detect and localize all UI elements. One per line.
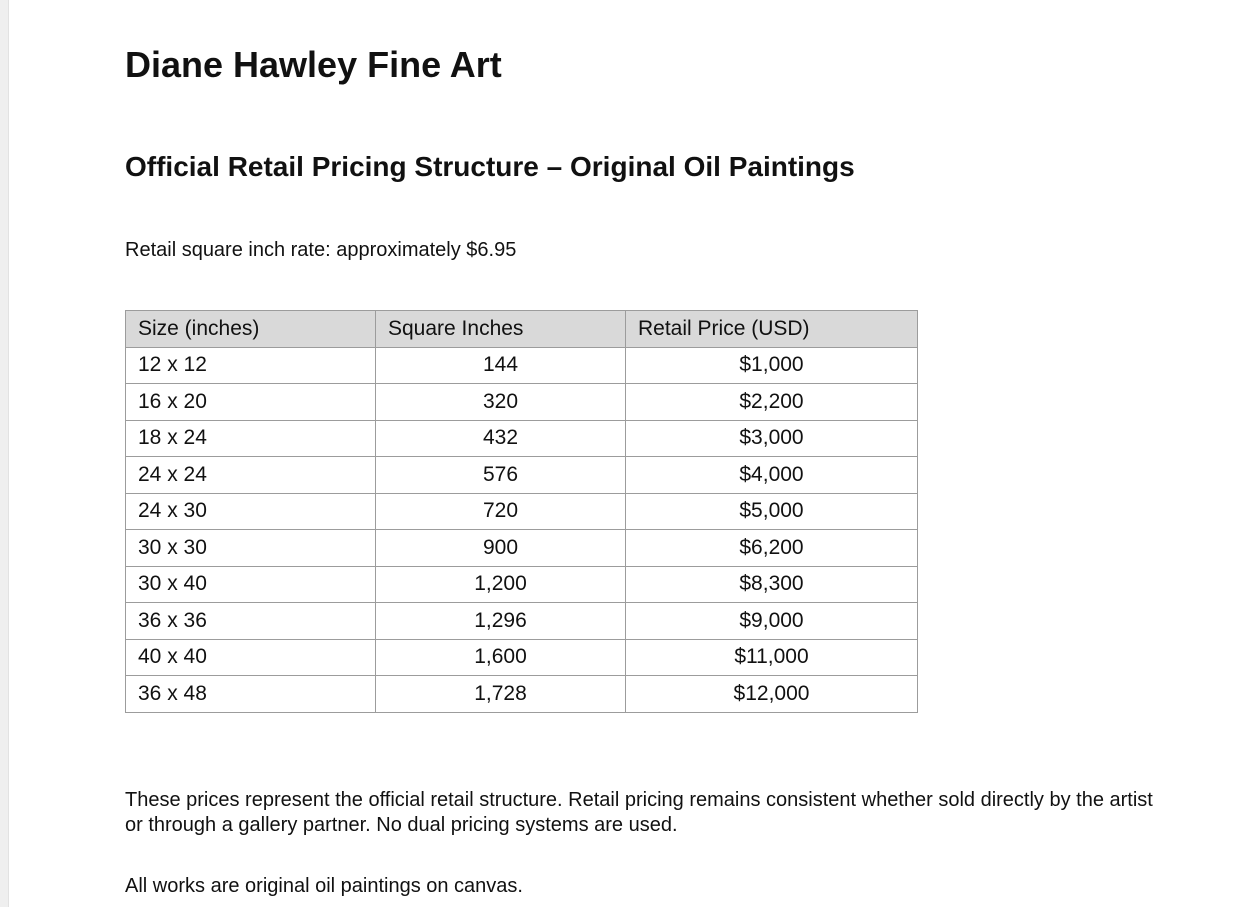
- document-subtitle: Official Retail Pricing Structure – Original Oil Paintings: [125, 151, 855, 182]
- cell-size: 18 x 24: [126, 420, 376, 457]
- cell-retail-price: $2,200: [626, 384, 918, 421]
- cell-size: 36 x 36: [126, 603, 376, 640]
- cell-square-inches: 1,296: [376, 603, 626, 640]
- header-retail-price: Retail Price (USD): [626, 311, 918, 348]
- cell-square-inches: 1,600: [376, 639, 626, 676]
- cell-size: 24 x 24: [126, 457, 376, 494]
- cell-size: 16 x 20: [126, 384, 376, 421]
- table-row: [126, 530, 918, 567]
- cell-square-inches: 900: [376, 530, 626, 567]
- cell-size: 36 x 48: [126, 676, 376, 713]
- header-size: Size (inches): [126, 311, 376, 348]
- table-row: [126, 676, 918, 713]
- cell-square-inches: 432: [376, 420, 626, 457]
- cell-square-inches: 144: [376, 347, 626, 384]
- table-row: [126, 420, 918, 457]
- table-body: [126, 347, 918, 712]
- pricing-table: [125, 310, 918, 713]
- table-row: [126, 566, 918, 603]
- header-square-inches: Square Inches: [376, 311, 626, 348]
- cell-retail-price: $11,000: [626, 639, 918, 676]
- pricing-note: These prices represent the official retail structure. Retail pricing remains consistent whether sold directly by the artist or through a gallery partner. No dual pricing systems are used.: [125, 789, 1153, 836]
- table-row: [126, 347, 918, 384]
- table-row: [126, 603, 918, 640]
- cell-retail-price: $9,000: [626, 603, 918, 640]
- cell-size: 24 x 30: [126, 493, 376, 530]
- square-inch-rate-text: Retail square inch rate: approximately $6.95: [125, 239, 517, 261]
- cell-retail-price: $8,300: [626, 566, 918, 603]
- cell-retail-price: $4,000: [626, 457, 918, 494]
- cell-square-inches: 576: [376, 457, 626, 494]
- table-row: [126, 639, 918, 676]
- cell-retail-price: $3,000: [626, 420, 918, 457]
- cell-size: 30 x 40: [126, 566, 376, 603]
- table-row: [126, 384, 918, 421]
- cell-square-inches: 1,200: [376, 566, 626, 603]
- cell-retail-price: $12,000: [626, 676, 918, 713]
- document-title: Diane Hawley Fine Art: [125, 44, 502, 85]
- cell-size: 30 x 30: [126, 530, 376, 567]
- cell-size: 40 x 40: [126, 639, 376, 676]
- medium-statement: All works are original oil paintings on canvas.: [125, 875, 523, 897]
- cell-square-inches: 320: [376, 384, 626, 421]
- cell-square-inches: 1,728: [376, 676, 626, 713]
- cell-retail-price: $5,000: [626, 493, 918, 530]
- window-left-edge: [0, 0, 9, 907]
- cell-square-inches: 720: [376, 493, 626, 530]
- table-row: [126, 493, 918, 530]
- cell-size: 12 x 12: [126, 347, 376, 384]
- table-header-row: [126, 311, 918, 348]
- cell-retail-price: $6,200: [626, 530, 918, 567]
- cell-retail-price: $1,000: [626, 347, 918, 384]
- table-row: [126, 457, 918, 494]
